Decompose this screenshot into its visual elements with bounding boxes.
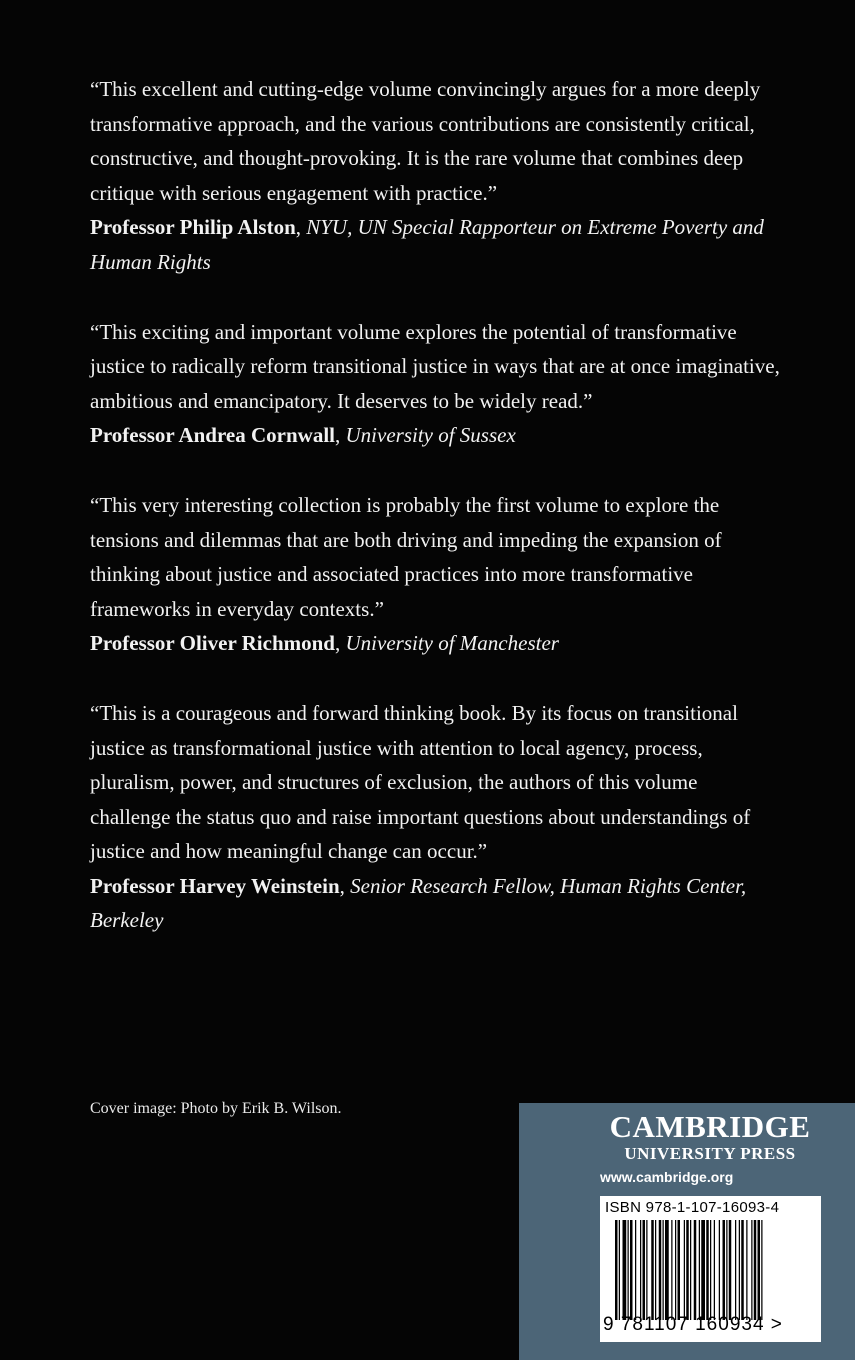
- barcode-bar: [699, 1220, 700, 1320]
- quote-text: “This very interesting collection is probably the first volume to explore the tensions and dilemmas that are both driving and impeding the expansion of thinking about justice and associated practices into more transformative frameworks in everyday contexts.”: [90, 492, 722, 621]
- quote-text: “This exciting and important volume explores the potential of transformative justice to radically reform transitional justice in ways that are at once imaginative, ambitious and emancipatory. It deserves to be widely read.”: [90, 319, 780, 413]
- barcode-bar: [630, 1220, 633, 1320]
- quote-affiliation: Senior Research Fellow, Human Rights Center, Berkeley: [90, 873, 747, 933]
- attribution-separator: ,: [335, 423, 346, 448]
- isbn-label: ISBN 978-1-107-16093-4: [605, 1199, 780, 1216]
- barcode-bar: [615, 1220, 618, 1320]
- cover-credit: Cover image: Photo by Erik B. Wilson.: [90, 1100, 342, 1117]
- attribution-separator: ,: [339, 873, 351, 898]
- barcode-bar: [729, 1220, 732, 1320]
- barcode-bar: [646, 1220, 647, 1320]
- barcode-bar: [659, 1220, 662, 1320]
- barcode-bar: [741, 1220, 744, 1320]
- barcode-bars: [615, 1220, 807, 1320]
- endorsement-3: [90, 488, 780, 661]
- attribution-separator: ,: [295, 215, 307, 240]
- barcode-digits: 9 781107 160934 >: [603, 1314, 783, 1335]
- quote-affiliation: University of Sussex: [345, 423, 516, 448]
- quote-text: “This is a courageous and forward thinking book. By its focus on transitional justice as transformational justice with attention to local agency, process, pluralism, power, and structures of exclusion, the authors of this volume challenge the status quo and raise important questions about understandings of justice and how meaningful change can occur.”: [90, 700, 751, 864]
- endorsement-2: [90, 315, 780, 453]
- barcode-bar: [665, 1220, 669, 1320]
- barcode-bar: [706, 1220, 709, 1320]
- barcode-bar: [655, 1220, 656, 1320]
- endorsement-1: [90, 72, 780, 280]
- barcode-bar: [623, 1220, 627, 1320]
- barcode-bar: [671, 1220, 672, 1320]
- barcode-bar: [690, 1220, 691, 1320]
- barcode-bar: [678, 1220, 681, 1320]
- publisher-subtitle: UNIVERSITY PRESS: [624, 1144, 796, 1163]
- barcode-bar: [761, 1220, 762, 1320]
- barcode-bar: [735, 1220, 736, 1320]
- barcode-bar: [694, 1220, 697, 1320]
- barcode-bar: [686, 1220, 689, 1320]
- barcode-bar: [619, 1220, 620, 1320]
- quote-attribution: [90, 869, 780, 938]
- quote-attribution: [90, 418, 780, 453]
- barcode-bar: [710, 1220, 711, 1320]
- quote-attribution: [90, 210, 780, 279]
- barcode-bar: [635, 1220, 636, 1320]
- quote-text: “This excellent and cutting-edge volume convincingly argues for a more deeply transformative approach, and the various contributions are consistently critical, constructive, and thought-provoking. It is the rare volume that combines deep critique with serious engagement with practice.”: [90, 77, 761, 205]
- barcode-bar: [701, 1220, 705, 1320]
- isbn-barcode: [600, 1196, 821, 1342]
- barcode-bar: [714, 1220, 715, 1320]
- quote-author: Professor Andrea Cornwall: [90, 423, 335, 448]
- barcode-bar: [754, 1220, 757, 1320]
- publisher-url: www.cambridge.org: [600, 1169, 734, 1185]
- barcode-bar: [751, 1220, 752, 1320]
- quote-author: Professor Harvey Weinstein: [90, 873, 340, 898]
- quote-affiliation: University of Manchester: [345, 631, 559, 656]
- quote-affiliation: NYU, UN Special Rapporteur on Extreme Poverty and Human Rights: [90, 215, 764, 274]
- publisher-name: CAMBRIDGE: [609, 1109, 811, 1144]
- attribution-separator: ,: [335, 631, 346, 656]
- barcode-bar: [651, 1220, 654, 1320]
- barcode-bar: [640, 1220, 641, 1320]
- barcode-bar: [746, 1220, 747, 1320]
- barcode-bar: [663, 1220, 664, 1320]
- quote-author: Professor Oliver Richmond: [90, 631, 335, 656]
- barcode-bar: [643, 1220, 646, 1320]
- endorsement-4: [90, 696, 780, 938]
- barcode-bar: [719, 1220, 720, 1320]
- barcode-bar: [758, 1220, 761, 1320]
- barcode-bar: [675, 1220, 676, 1320]
- barcode-bar: [726, 1220, 727, 1320]
- endorsements: [90, 72, 780, 938]
- barcode-bar: [723, 1220, 726, 1320]
- barcode-bar: [684, 1220, 685, 1320]
- publisher-panel: [519, 1103, 855, 1360]
- barcode-bar: [628, 1220, 629, 1320]
- quote-author: Professor Philip Alston: [90, 215, 296, 240]
- quote-attribution: [90, 626, 780, 661]
- barcode-bar: [739, 1220, 740, 1320]
